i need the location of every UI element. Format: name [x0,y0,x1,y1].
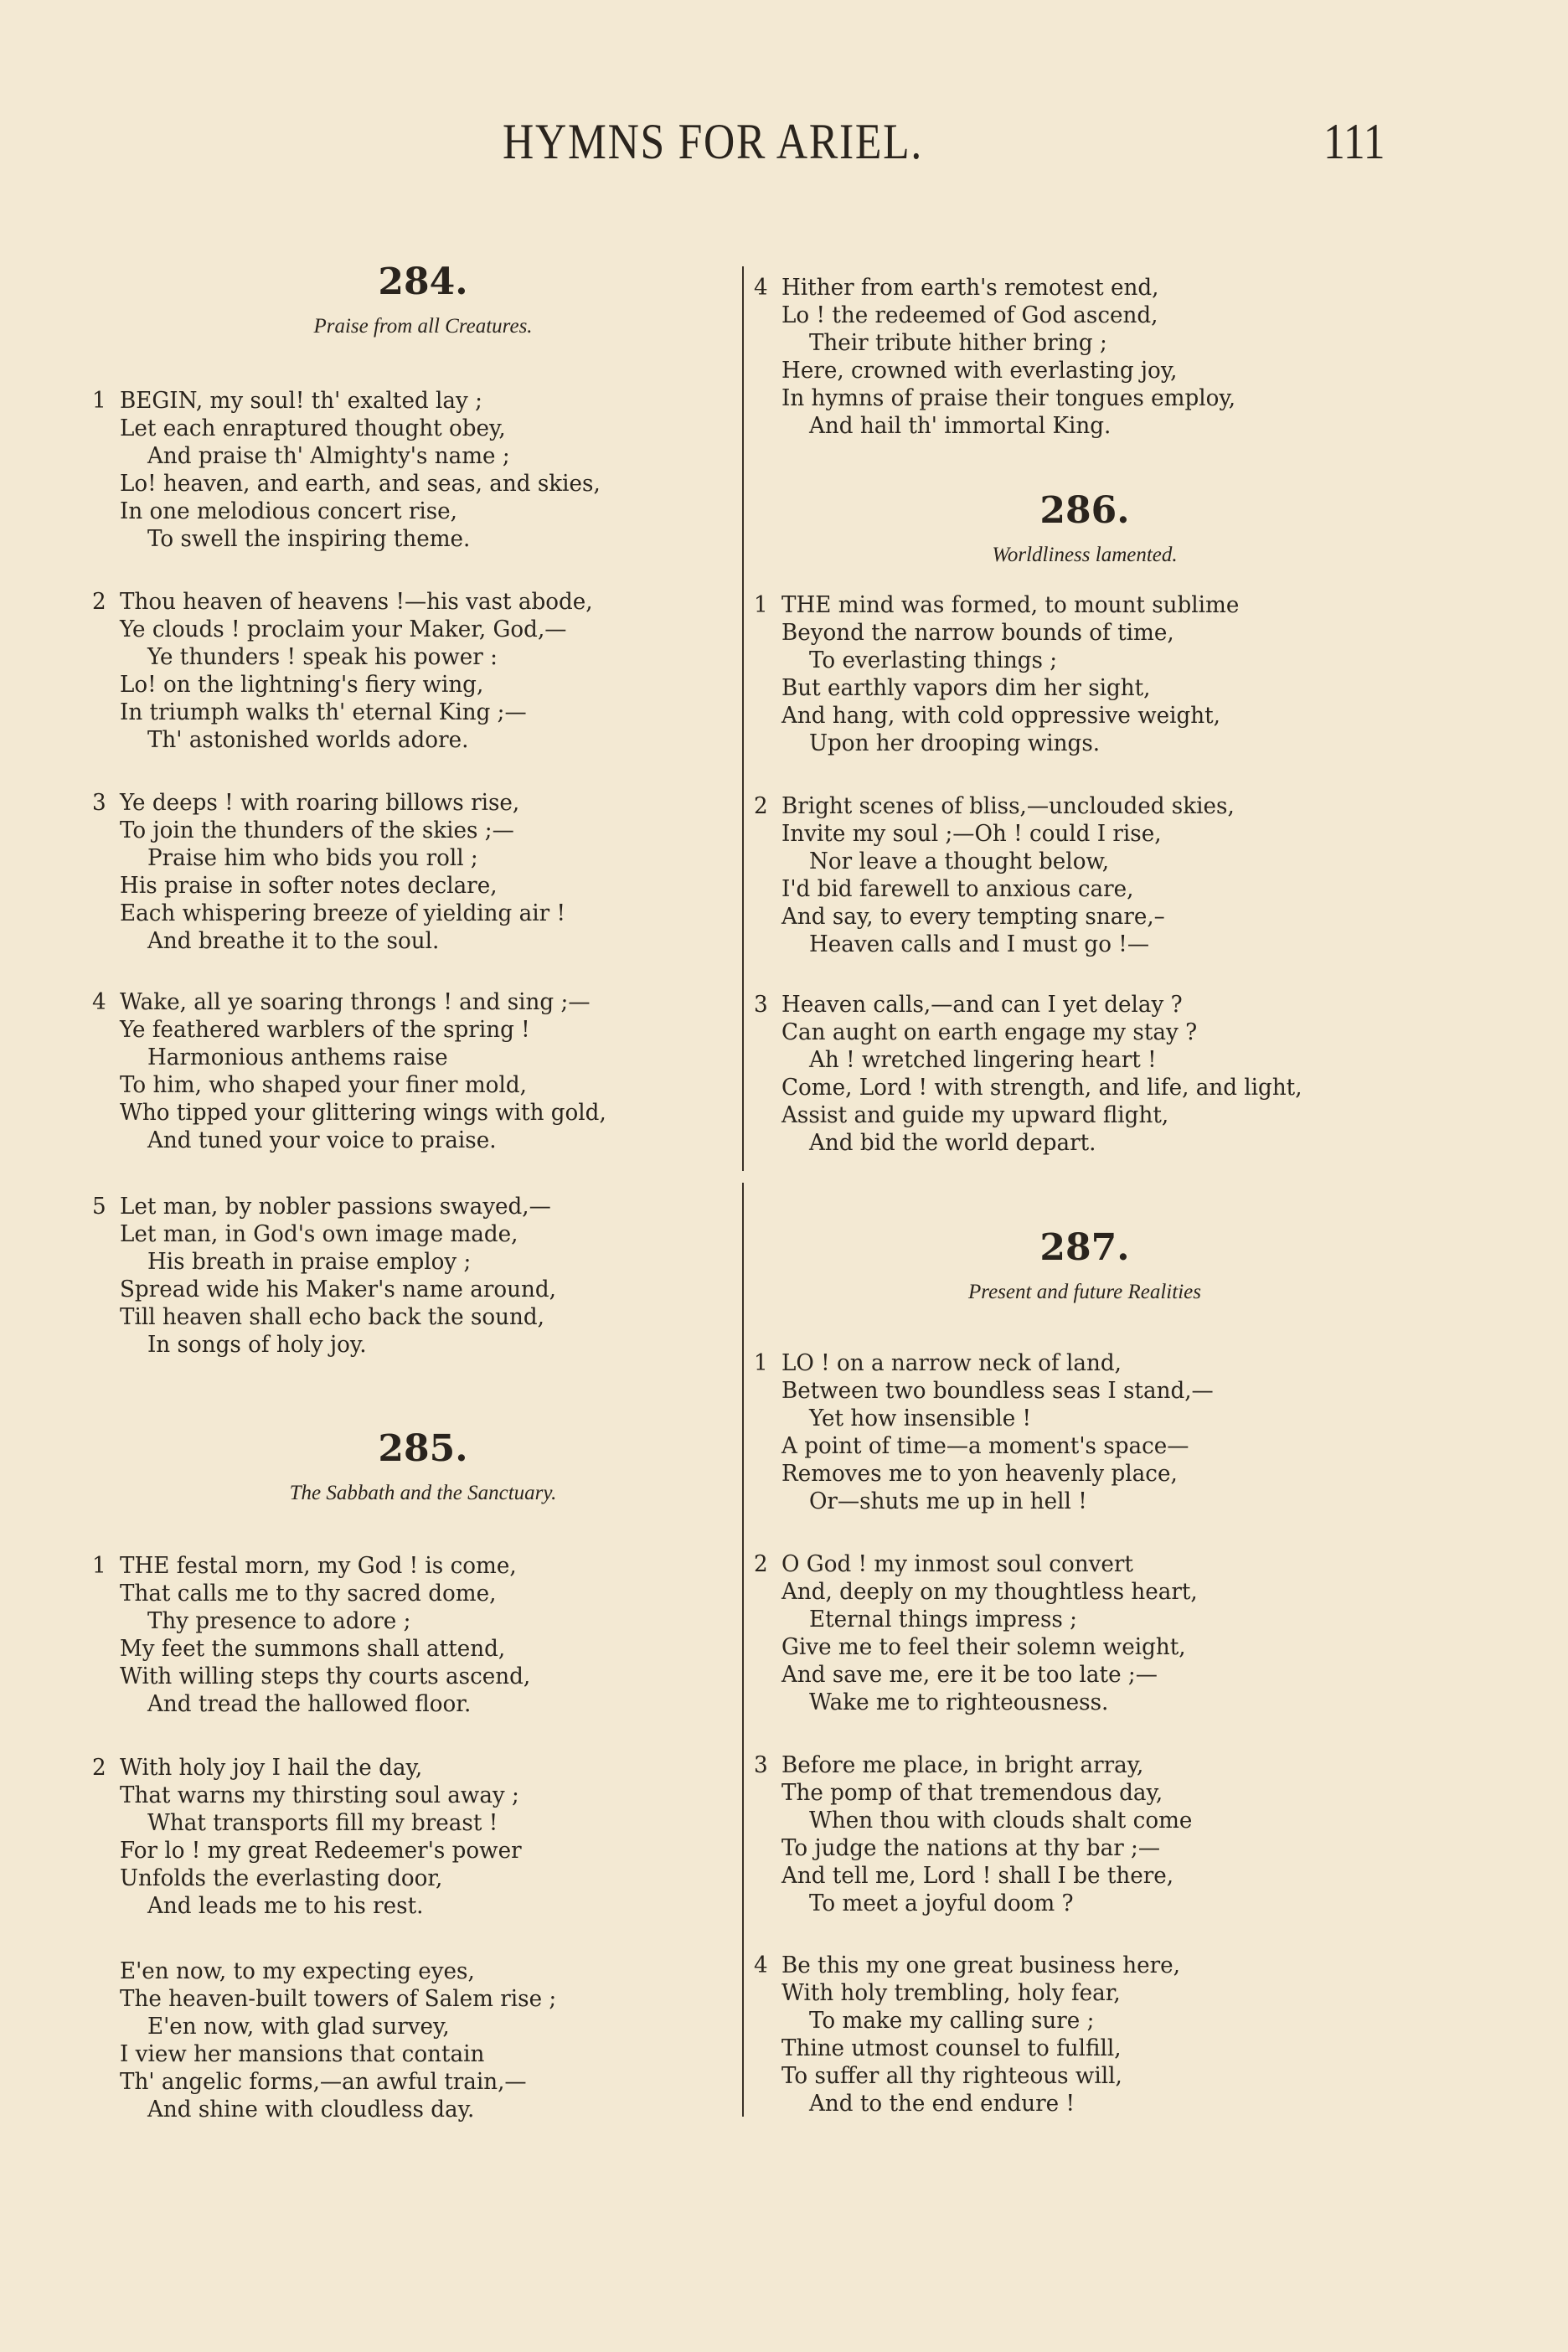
verse-text: Eternal things impress ; [808,1607,1077,1632]
verse-line [754,1689,1395,1716]
verse-text: Lo! heaven, and earth, and seas, and skies, [119,471,601,497]
hymn-title: The Sabbath and the Sanctuary. [289,1482,557,1504]
verse-text: To judge the nations at thy bar ;— [781,1835,1161,1861]
verse-line [754,1074,1395,1101]
verse-line [92,1635,734,1663]
verse-line [754,357,1395,384]
verse [754,792,1416,958]
verse-line [754,1129,1395,1157]
verse-text: And hang, with cold oppressive weight, [781,703,1221,729]
verse-number: 1 [92,388,106,414]
verse-line [92,2013,734,2040]
verse-line [92,616,734,643]
verse-line [92,1071,734,1099]
verse-number: 1 [754,592,768,618]
verse-text: I'd bid farewell to anxious care, [781,876,1134,902]
verse-text: And, deeply on my thoughtless heart, [781,1579,1198,1605]
verse-line [754,1807,1395,1834]
verse-line [754,384,1395,412]
verse-line [92,844,734,872]
verse-text: Yet how insensible ! [808,1406,1032,1431]
verse-text: To swell the inspiring theme. [147,526,471,552]
verse-text: LO ! on a narrow neck of land, [781,1350,1122,1376]
hymn-number: 287. [1039,1226,1130,1269]
verse-line [754,1432,1395,1460]
hymn-heading [92,261,754,340]
verse-number: 3 [92,790,106,816]
verse-line [754,1751,1395,1779]
verse-text: O God ! my inmost soul convert [781,1551,1133,1577]
verse-line [92,1690,734,1718]
verse-text: In one melodious concert rise, [119,498,457,524]
verse [92,1552,754,1718]
verse-line [754,848,1395,875]
verse-text: And to the end endure ! [808,2091,1075,2117]
verse-line [754,1633,1395,1661]
verse-text: Wake, all ye soaring throngs ! and sing ;— [119,989,591,1015]
verse-line [754,2035,1395,2062]
verse-line [92,1837,734,1865]
verse-text: But earthly vapors dim her sight, [781,675,1151,701]
hymn-number: 285. [378,1427,468,1470]
verse-line [92,1552,734,1580]
verse-number: 3 [754,1752,768,1778]
verse-text: In songs of holy joy. [147,1332,367,1358]
hymn-heading [754,1227,1416,1306]
verse-text: Before me place, in bright array, [781,1752,1144,1778]
hymn-number: 286. [1039,489,1130,532]
verse-text: Ye clouds ! proclaim your Maker, God,— [119,616,567,642]
verse-text: THE festal morn, my God ! is come, [119,1553,517,1579]
verse-line [754,875,1395,903]
verse-text: And tell me, Lord ! shall I be there, [781,1863,1174,1889]
verse-line [92,1865,734,1892]
verse-text: Ye thunders ! speak his power : [147,644,498,670]
verse-text: Harmonious anthems raise [147,1044,448,1070]
verse-line [754,792,1395,820]
verse-line [754,1550,1395,1578]
verse-number: 1 [92,1553,106,1579]
verse-line [754,1834,1395,1862]
verse-line [754,1890,1395,1917]
verse-line [92,1099,734,1127]
verse-text: Wake me to righteousness. [808,1689,1109,1715]
verse-text: Removes me to yon heavenly place, [781,1461,1178,1487]
verse-line [754,302,1395,329]
verse-line [754,991,1395,1019]
verse-text: The heaven-built towers of Salem rise ; [119,1986,557,2012]
verse [92,1754,754,1920]
verse-line [92,2068,734,2096]
verse-text: The pomp of that tremendous day, [781,1780,1163,1806]
verse-text: Let man, by nobler passions swayed,— [119,1194,551,1220]
verse-text: When thou with clouds shalt come [808,1808,1193,1834]
verse-text: Thine utmost counsel to fulfill, [781,2035,1122,2061]
verse [92,588,754,754]
verse-line [92,1985,734,2013]
verse [754,1349,1416,1515]
verse-line [754,674,1395,702]
verse-text: Thy presence to adore ; [147,1608,411,1634]
verse-line [92,1331,734,1359]
verse-text: And shine with cloudless day. [147,2097,475,2122]
page-number: 111 [1323,114,1385,169]
verse-text: His breath in praise employ ; [147,1249,472,1275]
verse-line [754,730,1395,757]
verse-text: E'en now, to my expecting eyes, [119,1958,475,1984]
verse-line [754,820,1395,848]
verse-text: A point of time—a moment's space— [781,1433,1189,1459]
verse-number: 4 [754,275,768,301]
verse [754,1751,1416,1917]
verse-text: Nor leave a thought below, [808,848,1110,874]
verse-text: Ye deeps ! with roaring billows rise, [119,790,520,816]
hymn-heading [754,490,1416,569]
verse-line [92,1220,734,1248]
verse-line [92,1276,734,1303]
verse-line [754,1349,1395,1377]
hymn-title: Praise from all Creatures. [313,315,533,338]
verse-text: To meet a joyful doom ? [808,1890,1074,1916]
verse-number: 4 [754,1952,768,1978]
verse-line [754,1606,1395,1633]
verse-text: Each whispering breeze of yielding air ! [119,900,565,926]
verse-text: With holy joy I hail the day, [119,1755,423,1781]
verse-line [754,931,1395,958]
verse-line [92,1016,734,1044]
verse-text: Ye feathered warblers of the spring ! [119,1017,530,1043]
verse-text: Upon her drooping wings. [808,730,1101,756]
verse-text: Assist and guide my upward flight, [781,1102,1169,1128]
verse [92,387,754,553]
verse-line [754,647,1395,674]
verse-text: Between two boundless seas I stand,— [781,1378,1214,1404]
verse-line [92,872,734,900]
verse-line [92,671,734,699]
verse-text: Th' astonished worlds adore. [147,727,469,753]
verse-text: To him, who shaped your finer mold, [119,1072,527,1098]
verse-line [754,1578,1395,1606]
verse-text: Let man, in God's own image made, [119,1221,518,1247]
verse-text: Heaven calls and I must go !— [808,931,1150,957]
verse-text: THE mind was formed, to mount sublime [781,592,1240,618]
verse-text: Spread wide his Maker's name around, [119,1277,556,1302]
verse-line [754,591,1395,619]
verse-line [92,1127,734,1154]
verse-text: Here, crowned with everlasting joy, [781,358,1178,384]
verse [754,1952,1416,2117]
verse-number: 2 [754,1551,768,1577]
verse-line [754,412,1395,440]
verse-line [92,2040,734,2068]
verse-text: Bright scenes of bliss,—unclouded skies, [781,793,1235,819]
verse-line [754,2090,1395,2117]
verse-line [754,1862,1395,1890]
verse-text: And praise th' Almighty's name ; [147,443,510,469]
verse-line [92,1663,734,1690]
verse-line [92,1193,734,1220]
page-header [0,113,1568,188]
verse-line [92,415,734,442]
verse-line [92,442,734,470]
verse [754,1550,1416,1716]
verse-text: Unfolds the everlasting door, [119,1865,443,1891]
verse-line [754,1979,1395,2007]
verse-text: And say, to every tempting snare,– [781,904,1165,930]
verse-text: Let each enraptured thought obey, [119,415,506,441]
verse-line [754,619,1395,647]
verse [92,789,754,955]
verse-text: Can aught on earth engage my stay ? [781,1019,1198,1045]
verse-line [754,1046,1395,1074]
verse-line [92,1957,734,1985]
verse-text: And breathe it to the soul. [147,928,440,954]
verse-text: That calls me to thy sacred dome, [119,1581,497,1607]
verse-line [92,789,734,817]
verse-line [92,387,734,415]
hymn-number: 284. [378,260,468,303]
verse-line [92,1892,734,1920]
verse-text: Be this my one great business here, [781,1952,1180,1978]
verse [92,1957,754,2123]
verse-line [754,274,1395,302]
verse-number: 3 [754,992,768,1018]
verse-line [92,699,734,726]
verse-text: To everlasting things ; [808,647,1058,673]
verse-text: In hymns of praise their tongues employ, [781,385,1236,411]
verse-text: Their tribute hither bring ; [808,330,1107,356]
verse-line [92,988,734,1016]
verse-line [754,702,1395,730]
verse-number: 2 [92,589,106,615]
verse-text: Heaven calls,—and can I yet delay ? [781,992,1183,1018]
verse-line [92,2096,734,2123]
verse-line [92,525,734,553]
verse [92,1193,754,1359]
verse-text: To make my calling sure ; [808,2008,1095,2034]
verse-text: For lo ! my great Redeemer's power [119,1838,522,1864]
verse-line [92,1248,734,1276]
verse-number: 1 [754,1350,768,1376]
verse-text: And tuned your voice to praise. [147,1127,497,1153]
verse-text: In triumph walks th' eternal King ;— [119,699,527,725]
hymn-title: Worldliness lamented. [992,544,1178,566]
verse-line [754,2062,1395,2090]
verse-text: Thou heaven of heavens !—his vast abode, [119,589,593,615]
verse-line [754,1405,1395,1432]
verse-line [92,498,734,525]
verse-line [92,643,734,671]
verse-text: His praise in softer notes declare, [119,873,498,899]
verse [754,274,1416,440]
verse-line [92,1044,734,1071]
verse-line [754,2007,1395,2035]
verse-text: And hail th' immortal King. [808,413,1112,439]
verse [754,591,1416,757]
verse-line [754,1952,1395,1979]
verse-line [92,927,734,955]
verse-number: 2 [754,793,768,819]
verse-text: And tread the hallowed floor. [147,1691,472,1717]
verse-text: To join the thunders of the skies ;— [119,818,514,843]
verse-number: 4 [92,989,106,1015]
verse-text: Invite my soul ;—Oh ! could I rise, [781,821,1162,847]
verse-line [754,1661,1395,1689]
verse-line [92,1607,734,1635]
verse-line [92,1809,734,1837]
verse-line [92,1303,734,1331]
verse-line [754,1488,1395,1515]
verse-text: With holy trembling, holy fear, [781,1980,1121,2006]
verse-line [92,470,734,498]
verse-text: Give me to feel their solemn weight, [781,1634,1186,1660]
verse-text: To suffer all thy righteous will, [781,2063,1122,2089]
verse-text: Praise him who bids you roll ; [147,845,478,871]
verse-number: 2 [92,1755,106,1781]
verse [92,988,754,1154]
running-title: HYMNS FOR ARIEL. [503,114,924,169]
hymn-heading [92,1428,754,1507]
verse-line [92,1754,734,1782]
verse-text: And save me, ere it be too late ;— [781,1662,1158,1688]
verse-line [92,900,734,927]
verse-line [754,903,1395,931]
verse-text: Hither from earth's remotest end, [781,275,1159,301]
hymn-title: Present and future Realities [968,1281,1201,1303]
verse-text: And bid the world depart. [808,1130,1096,1156]
verse-text: Th' angelic forms,—an awful train,— [119,2069,527,2095]
verse-line [754,1779,1395,1807]
verse-text: I view her mansions that contain [119,2041,485,2067]
verse-line [754,1019,1395,1046]
verse-line [92,1580,734,1607]
verse-line [754,329,1395,357]
verse-text: With willing steps thy courts ascend, [119,1663,531,1689]
verse-text: Lo! on the lightning's fiery wing, [119,672,484,698]
verse-line [754,1377,1395,1405]
verse-text: BEGIN, my soul! th' exalted lay ; [119,388,482,414]
verse-text: What transports fill my breast ! [147,1810,498,1836]
verse-line [754,1101,1395,1129]
verse-number: 5 [92,1194,106,1220]
verse-line [754,1460,1395,1488]
verse-line [92,726,734,754]
verse-text: Who tipped your glittering wings with gold, [119,1100,606,1126]
verse-text: Come, Lord ! with strength, and life, and light, [781,1075,1302,1101]
verse-text: That warns my thirsting soul away ; [119,1782,519,1808]
verse-text: Till heaven shall echo back the sound, [119,1304,545,1330]
verse-text: And leads me to his rest. [147,1893,424,1919]
verse-line [92,588,734,616]
verse-line [92,817,734,844]
verse-text: Lo ! the redeemed of God ascend, [781,302,1158,328]
verse-text: My feet the summons shall attend, [119,1636,506,1662]
verse-text: Ah ! wretched lingering heart ! [808,1047,1157,1073]
verse-text: E'en now, with glad survey, [147,2014,450,2040]
verse-text: Or—shuts me up in hell ! [808,1488,1087,1514]
verse-line [92,1782,734,1809]
verse [754,991,1416,1157]
verse-text: Beyond the narrow bounds of time, [781,620,1174,646]
